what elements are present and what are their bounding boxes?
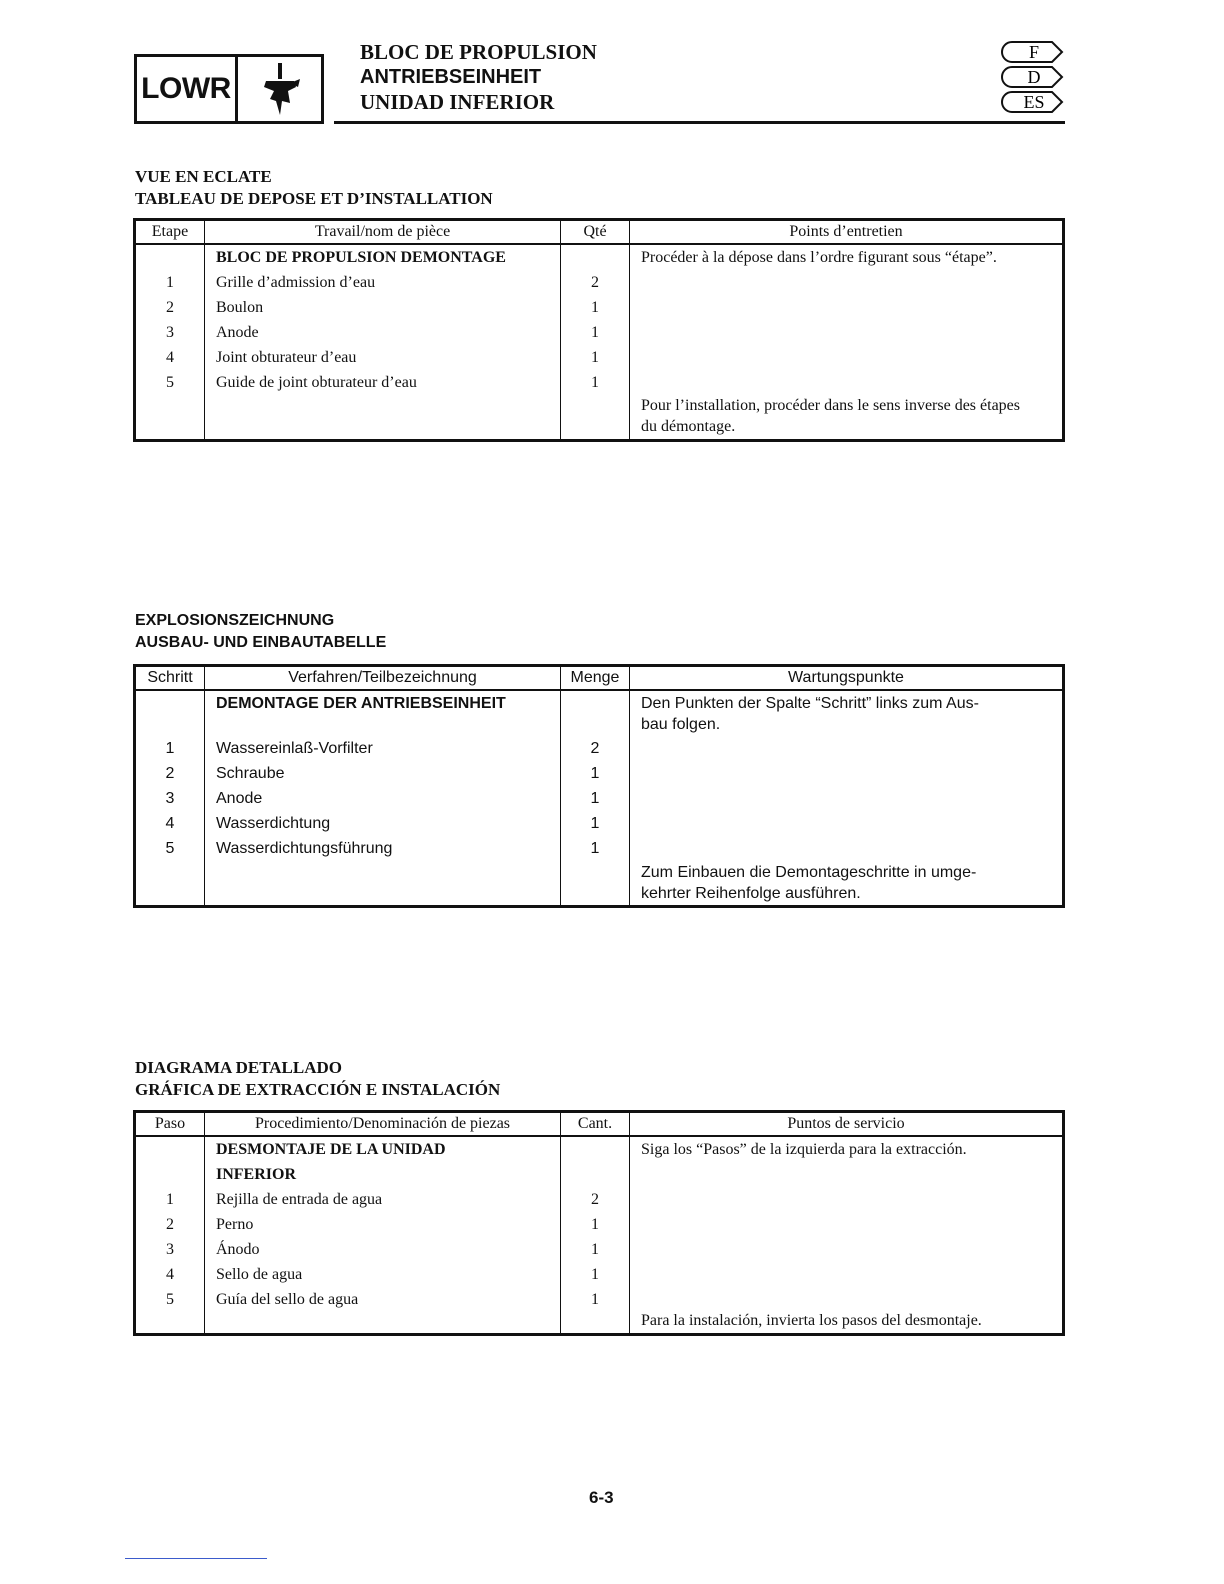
es-qty: 2 [591, 1191, 599, 1208]
fr-note-bottom-1: Pour l’installation, procéder dans le sens inverse des étapes [641, 397, 1020, 414]
es-work-column [205, 1136, 561, 1335]
de-note-top-1: Den Punkten der Spalte “Schritt” links zum Aus- [641, 695, 979, 712]
fr-step-column [135, 244, 205, 440]
de-step: 4 [165, 815, 175, 832]
de-qty: 1 [590, 790, 600, 807]
es-step: 1 [166, 1191, 174, 1208]
section-titles [360, 40, 597, 115]
es-col-qty: Cant. [561, 1112, 630, 1137]
de-step-column [135, 690, 205, 906]
de-part-name: Wasserdichtung [216, 815, 331, 832]
es-step: 2 [166, 1216, 174, 1233]
page-number: 6-3 [589, 1488, 614, 1507]
de-col-work: Verfahren/Teilbezeichnung [205, 666, 561, 691]
es-part-name: Ánodo [216, 1241, 260, 1258]
es-note-bottom: Para la instalación, invierta los pasos del desmontaje. [641, 1312, 982, 1329]
fr-part-name: Guide de joint obturateur d’eau [216, 374, 417, 391]
fr-col-qty: Qté [561, 220, 630, 245]
fr-step: 5 [166, 374, 174, 391]
fr-note-bottom-2: du démontage. [641, 418, 736, 435]
lower-unit-icon [238, 57, 321, 121]
de-col-step: Schritt [135, 666, 205, 691]
es-qty: 1 [591, 1266, 599, 1283]
title-fr: BLOC DE PROPULSION [360, 40, 597, 64]
de-note-bottom-1: Zum Einbauen die Demontageschritte in umge- [641, 864, 977, 881]
lang-label-fr: F [1028, 42, 1040, 62]
de-step: 2 [165, 765, 175, 782]
es-step: 3 [166, 1241, 174, 1258]
title-es: UNIDAD INFERIOR [360, 90, 555, 114]
lang-badge-es [1000, 90, 1064, 114]
fr-part-name: Grille d’admission d’eau [216, 274, 376, 291]
fr-col-step: Etape [135, 220, 205, 245]
es-col-work: Procedimiento/Denominación de piezas [205, 1112, 561, 1137]
de-step: 5 [165, 840, 175, 857]
fr-step: 3 [166, 324, 174, 341]
de-step: 1 [165, 740, 175, 757]
fr-heading-2: TABLEAU DE DEPOSE ET D’INSTALLATION [135, 189, 493, 208]
fr-part-name: Joint obturateur d’eau [216, 349, 357, 366]
fr-points-column [630, 244, 1064, 440]
es-qty-column [561, 1136, 630, 1335]
de-part-name: Schraube [216, 765, 285, 782]
es-qty: 1 [591, 1216, 599, 1233]
fr-heading-1: VUE EN ECLATE [135, 167, 272, 186]
de-headings [135, 610, 386, 654]
de-note-top-2: bau folgen. [641, 716, 721, 733]
de-col-points: Wartungspunkte [630, 666, 1064, 691]
es-group-title-1: DESMONTAJE DE LA UNIDAD [216, 1141, 446, 1158]
lang-badge-de [1000, 65, 1064, 89]
de-note-bottom-2: kehrter Reihenfolge ausführen. [641, 885, 861, 902]
es-col-step: Paso [135, 1112, 205, 1137]
section-code-box [134, 54, 324, 124]
fr-part-name: Anode [216, 324, 259, 341]
lang-label-de: D [1027, 67, 1041, 87]
de-col-qty: Menge [561, 666, 630, 691]
de-work-column [205, 690, 561, 906]
de-qty: 2 [590, 740, 600, 757]
de-step: 3 [165, 790, 175, 807]
de-qty-column [561, 690, 630, 906]
fr-note-top: Procéder à la dépose dans l’ordre figurant sous “étape”. [641, 249, 997, 266]
fr-qty: 2 [591, 274, 599, 291]
es-part-name: Rejilla de entrada de agua [216, 1191, 383, 1208]
de-points-column [630, 690, 1064, 906]
lang-label-es: ES [1023, 92, 1045, 112]
fr-qty-column [561, 244, 630, 440]
es-qty: 1 [591, 1291, 599, 1308]
es-part-name: Guía del sello de agua [216, 1291, 359, 1308]
header-rule [334, 121, 1065, 124]
es-headings [135, 1057, 500, 1101]
es-points-column [630, 1136, 1064, 1335]
es-part-name: Perno [216, 1216, 254, 1233]
fr-qty: 1 [591, 349, 599, 366]
fr-qty: 1 [591, 299, 599, 316]
es-part-name: Sello de agua [216, 1266, 303, 1283]
es-step-column [135, 1136, 205, 1335]
es-step: 4 [166, 1266, 174, 1283]
de-part-name: Wassereinlaß-Vorfilter [216, 740, 373, 757]
es-heading-1: DIAGRAMA DETALLADO [135, 1058, 343, 1077]
de-part-name: Anode [216, 790, 263, 807]
title-de: ANTRIEBSEINHEIT [360, 66, 542, 88]
de-heading-1: EXPLOSIONSZEICHNUNG [135, 612, 335, 629]
de-group-title: DEMONTAGE DER ANTRIEBSEINHEIT [216, 695, 506, 712]
de-heading-2: AUSBAU- UND EINBAUTABELLE [135, 634, 387, 651]
es-note-top: Siga los “Pasos” de la izquierda para la extracción. [641, 1141, 967, 1158]
es-group-title-2: INFERIOR [216, 1166, 297, 1183]
es-table [133, 1110, 1065, 1336]
fr-headings [135, 166, 493, 210]
fr-group-title: BLOC DE PROPULSION DEMONTAGE [216, 249, 506, 266]
de-qty: 1 [590, 765, 600, 782]
lang-badge-fr [1000, 40, 1064, 64]
fr-col-points: Points d’entretien [630, 220, 1064, 245]
es-col-points: Puntos de servicio [630, 1112, 1064, 1137]
es-step: 5 [166, 1291, 174, 1308]
footer-rule [125, 1558, 267, 1559]
de-qty: 1 [590, 840, 600, 857]
de-table [133, 664, 1065, 908]
section-code: LOWR [137, 57, 238, 121]
fr-col-work: Travail/nom de pièce [205, 220, 561, 245]
fr-step: 2 [166, 299, 174, 316]
es-heading-2: GRÁFICA DE EXTRACCIÓN E INSTALACIÓN [135, 1080, 501, 1099]
fr-qty: 1 [591, 324, 599, 341]
es-qty: 1 [591, 1241, 599, 1258]
fr-part-name: Boulon [216, 299, 264, 316]
fr-step: 1 [166, 274, 174, 291]
fr-table [133, 218, 1065, 442]
de-part-name: Wasserdichtungsführung [216, 840, 393, 857]
de-qty: 1 [590, 815, 600, 832]
language-badges [1000, 40, 1064, 115]
fr-work-column [205, 244, 561, 440]
fr-qty: 1 [591, 374, 599, 391]
fr-step: 4 [166, 349, 174, 366]
